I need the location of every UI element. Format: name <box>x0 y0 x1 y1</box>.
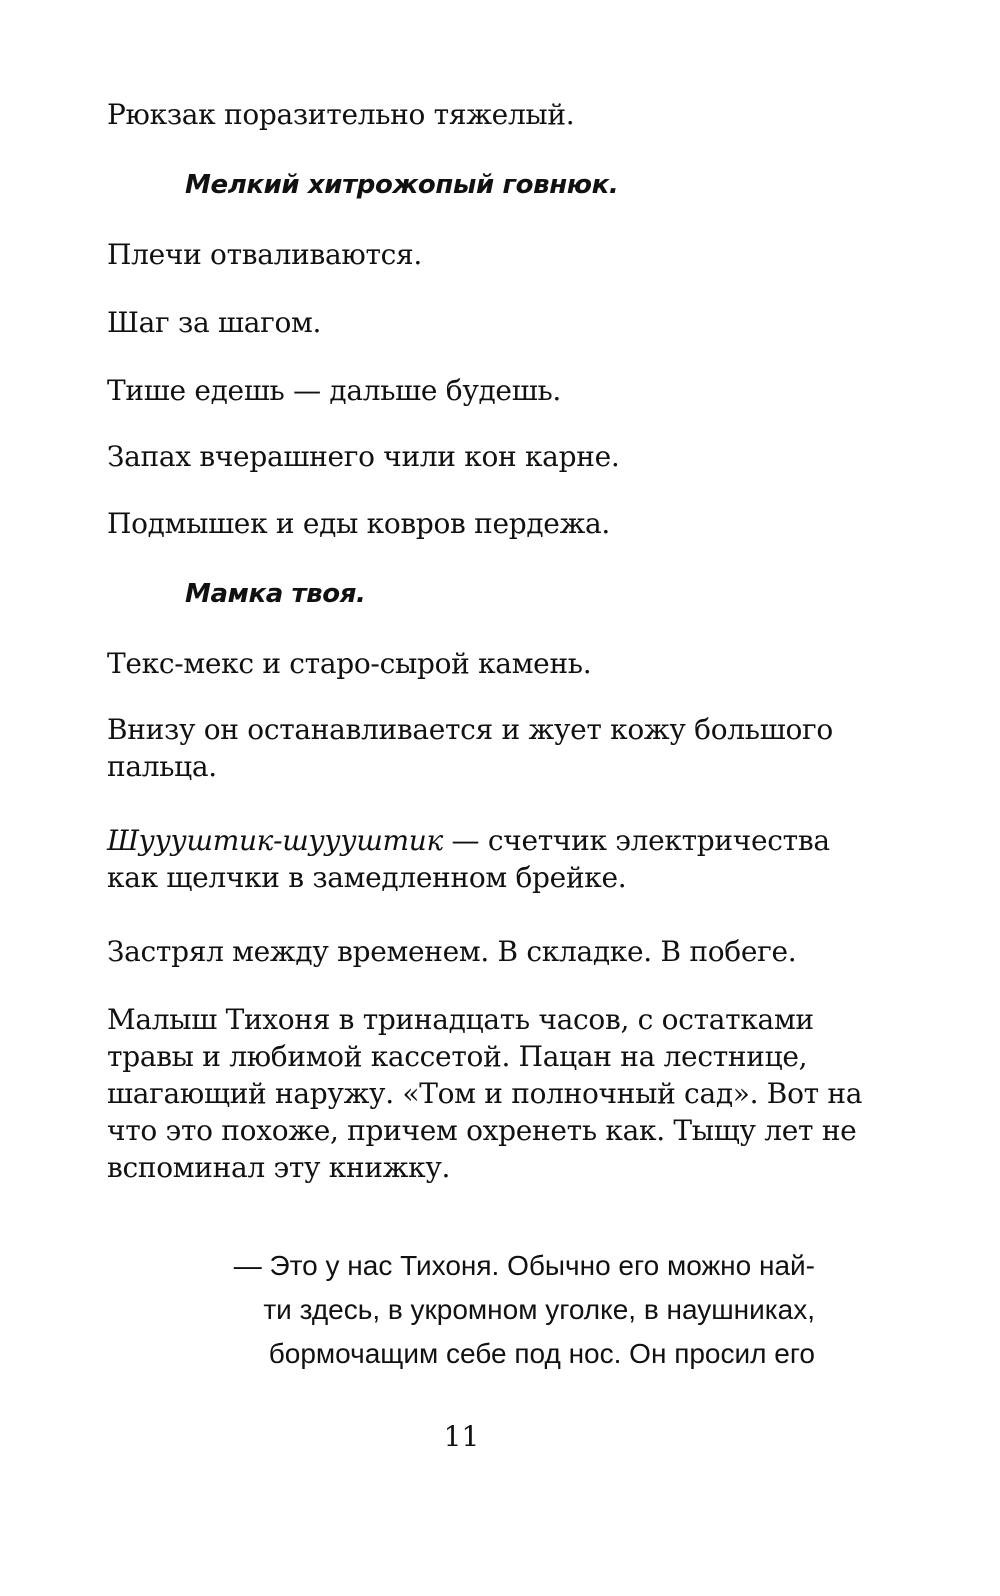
paragraph-10: Застрял между временем. В складке. В побеге. <box>107 935 797 968</box>
paragraph-11 <box>107 1001 862 1186</box>
paragraph-8-line-1: Внизу он останавливается и жует кожу большого <box>107 713 833 746</box>
paragraph-3: Шаг за шагом. <box>107 306 322 339</box>
paragraph-6: Подмышек и еды ковров пердежа. <box>107 507 611 540</box>
paragraph-11-line-4: что это похоже, причем охренеть как. Тыщу лет не <box>107 1114 857 1147</box>
paragraph-9 <box>107 822 830 896</box>
quoted-passage <box>197 1244 815 1376</box>
paragraph-8-line-2: пальца. <box>107 750 217 783</box>
onomatopoeia: Шуууштик-шуууштик <box>107 824 443 857</box>
paragraph-9-line-1 <box>107 822 830 859</box>
quoted-passage-line-1: — Это у нас Тихоня. Обычно его можно най- <box>233 1250 815 1281</box>
paragraph-11-line-1: Малыш Тихоня в тринадцать часов, с остатками <box>107 1003 814 1036</box>
thought-2: Мамка твоя. <box>185 579 366 609</box>
paragraph-11-line-2: травы и любимой кассетой. Пацан на лестнице, <box>107 1040 808 1073</box>
paragraph-8 <box>107 711 833 785</box>
paragraph-5: Запах вчерашнего чили кон карне. <box>107 440 620 473</box>
thought-1: Мелкий хитрожопый говнюк. <box>185 170 619 200</box>
page-number: 11 <box>443 1420 480 1453</box>
paragraph-9-line-2: как щелчки в замедленном брейке. <box>107 861 627 894</box>
paragraph-7: Текс-мекс и старо-сырой камень. <box>107 647 592 680</box>
quoted-passage-line-2: ти здесь, в укромном уголке, в наушниках, <box>263 1294 815 1325</box>
paragraph-9-line-1-rest: — счетчик электричества <box>442 824 830 857</box>
paragraph-11-line-3: шагающий наружу. «Том и полночный сад». Вот на <box>107 1077 863 1110</box>
paragraph-1: Рюкзак поразительно тяжелый. <box>107 98 575 131</box>
paragraph-2: Плечи отваливаются. <box>107 238 422 271</box>
paragraph-11-line-5: вспоминал эту книжку. <box>107 1151 451 1184</box>
quoted-passage-line-3: бормочащим себе под нос. Он просил его <box>268 1338 815 1369</box>
paragraph-4: Тише едешь — дальше будешь. <box>107 374 561 407</box>
